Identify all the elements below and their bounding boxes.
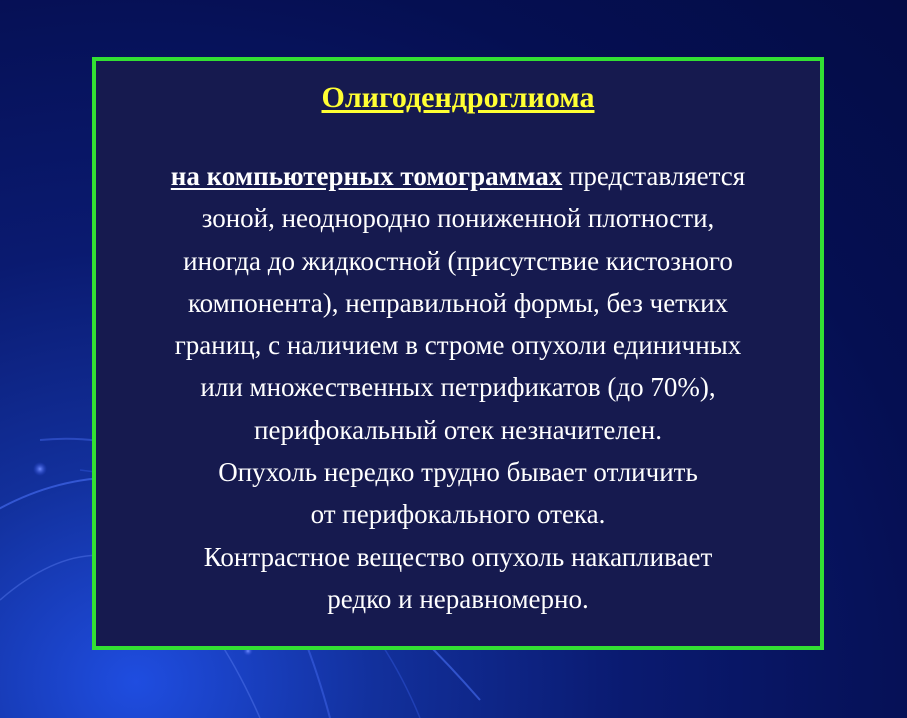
slide-title: Олигодендроглиома [321, 81, 595, 114]
text-line: Контрастное вещество опухоль накапливает [203, 541, 713, 572]
text-line: компонента), неправильной формы, без четких [187, 287, 729, 318]
text-line: или множественных петрификатов (до 70%), [200, 372, 716, 403]
text-line [96, 155, 820, 197]
text-line: Опухоль нередко трудно бывает отличить [218, 457, 698, 488]
content-panel [92, 57, 824, 650]
lead-rest: представляется [562, 161, 746, 191]
text-line: редко и неравномерно. [327, 583, 589, 614]
slide-body [96, 155, 820, 620]
text-line: границ, с наличием в строме опухоли единичных [174, 330, 742, 361]
text-line: перифокальный отек незначителен. [254, 414, 662, 445]
text-line: иногда до жидкостной (присутствие кистозного [183, 245, 733, 276]
decor-dot [33, 462, 47, 476]
text-line: от перифокального отека. [310, 499, 606, 530]
lead-phrase: на компьютерных томограммах [170, 161, 563, 191]
text-line: зоной, неоднородно пониженной плотности, [201, 203, 715, 234]
